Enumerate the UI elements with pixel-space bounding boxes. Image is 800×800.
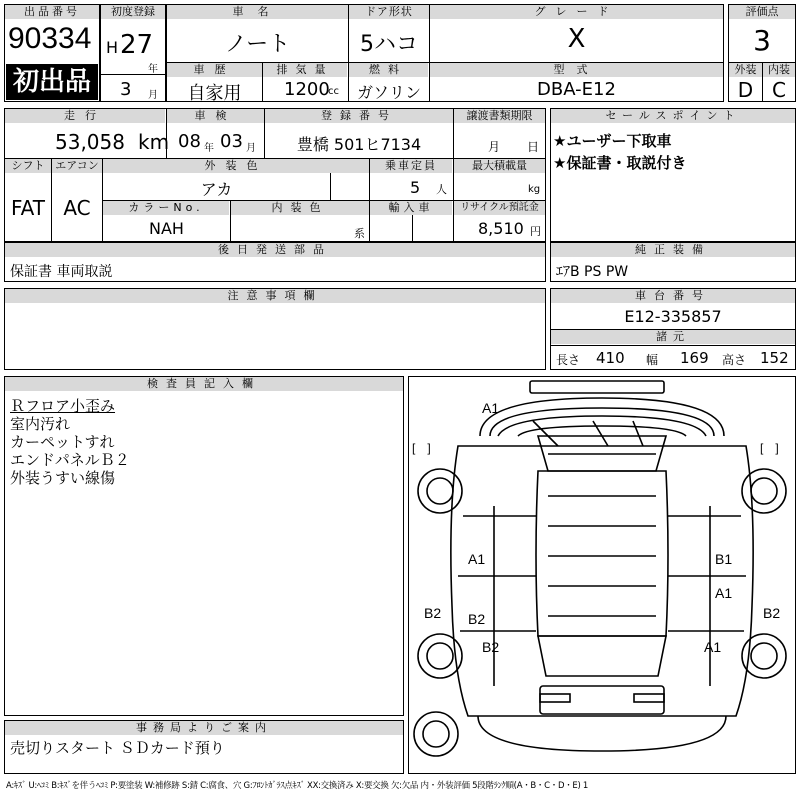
interior-score-label: 内装 xyxy=(763,63,795,77)
length-label: 長さ xyxy=(556,353,581,367)
damage-mark: A1 xyxy=(715,585,733,601)
mileage-unit: km xyxy=(138,130,170,154)
recycle-value: 8,510 xyxy=(478,219,524,238)
grade-value: X xyxy=(567,24,586,54)
aircon-label: エアコン xyxy=(52,159,102,173)
score-value: 3 xyxy=(753,24,771,57)
plate-value: 豊橋 501ヒ7134 xyxy=(296,135,422,154)
selling-points-label: セールスポイント xyxy=(551,109,795,123)
specs-label: 諸元 xyxy=(551,330,795,344)
shift-value: FAT xyxy=(10,196,45,220)
width-label: 幅 xyxy=(646,353,659,367)
chassis-label: 車台番号 xyxy=(551,289,795,303)
damage-mark: A1 xyxy=(704,639,722,655)
registration-year: 27 xyxy=(120,30,154,60)
inspection-year-unit: 年 xyxy=(204,143,214,154)
equipment-label: 純正装備 xyxy=(551,243,795,257)
inspector-line: 外装うすい線傷 xyxy=(10,469,116,487)
displacement-value: 1200 xyxy=(284,79,330,100)
color-no-value: NAH xyxy=(149,219,184,238)
mileage-value: 53,058 xyxy=(55,130,125,154)
selling-point-line: ★ユーザー下取車 xyxy=(553,132,672,150)
inspection-year: 08 xyxy=(178,131,201,152)
damage-mark: B2 xyxy=(424,605,442,621)
length-value: 410 xyxy=(596,349,625,367)
equipment-value: ｴｱB PS PW xyxy=(556,264,629,280)
damage-mark: B2 xyxy=(482,639,500,655)
notes-label: 注意事項欄 xyxy=(5,289,545,303)
bracket-left: [ ] xyxy=(412,441,431,455)
history-label: 車歴 xyxy=(167,63,262,77)
history-value: 自家用 xyxy=(187,83,242,104)
vehicle-details-box xyxy=(4,108,546,242)
door-label: ドア形状 xyxy=(349,5,429,19)
later-parts-value: 保証書 車両取説 xyxy=(10,264,113,280)
damage-mark: B2 xyxy=(763,605,781,621)
bracket-right: [ ] xyxy=(760,441,779,455)
registration-label: 初度登録 xyxy=(101,5,165,19)
plate-label: 登録番号 xyxy=(265,109,453,123)
import-label: 輸入車 xyxy=(370,201,452,215)
fuel-label: 燃料 xyxy=(348,63,428,77)
exterior-score: D xyxy=(737,78,754,102)
mileage-label: 走行 xyxy=(5,109,165,123)
transfer-label: 譲渡書類期限 xyxy=(454,109,545,123)
damage-mark: A1 xyxy=(468,551,486,567)
score-label: 評価点 xyxy=(729,5,795,19)
model-label: 型式 xyxy=(430,63,723,77)
recycle-label: リサイクル預託金 xyxy=(454,201,545,215)
transfer-day-unit: 日 xyxy=(527,140,540,154)
aircon-value: AC xyxy=(63,196,91,220)
legend: A:ｷｽﾞ U:ﾍｺﾐ B:ｷｽﾞを伴うﾍｺﾐ P:要塗装 W:補修跡 S:錆 C:腐食、穴 G:ﾌﾛﾝﾄｶﾞﾗｽ点ｷｽﾞ XX:交換済み X:要交換 欠:欠品 内・外装評価 5段階ﾗﾝｸ順(A・B・C・D・E) 1 xyxy=(6,781,589,791)
inspection-month-unit: 月 xyxy=(246,143,256,154)
interior-color-unit: 系 xyxy=(354,227,365,240)
registration-year-unit: 年 xyxy=(148,64,158,75)
max-load-unit: kg xyxy=(528,184,541,195)
grade-label: グレード xyxy=(430,5,723,19)
capacity-label: 乗車定員 xyxy=(370,159,452,173)
registration-month: 3 xyxy=(120,79,132,100)
car-name: ノート xyxy=(224,32,291,57)
max-load-label: 最大積載量 xyxy=(454,159,545,173)
office-label: 事務局よりご案内 xyxy=(5,721,403,735)
registration-era: H xyxy=(106,38,119,57)
office-value: 売切りスタート ＳＤカード預り xyxy=(10,739,225,757)
car-diagram xyxy=(408,376,796,774)
exterior-score-label: 外装 xyxy=(729,63,762,77)
registration-month-unit: 月 xyxy=(148,90,158,101)
displacement-unit: cc xyxy=(328,86,339,97)
damage-mark: B2 xyxy=(468,611,486,627)
damage-mark: B1 xyxy=(715,551,733,567)
first-listing-badge: 初出品 xyxy=(6,64,98,100)
interior-color-label: 内装色 xyxy=(231,201,369,215)
exterior-color-value: アカ xyxy=(200,180,233,199)
recycle-unit: 円 xyxy=(530,225,541,238)
displacement-label: 排気量 xyxy=(263,63,347,77)
height-label: 高さ xyxy=(722,353,747,367)
selling-point-line: ★保証書・取説付き xyxy=(553,154,687,172)
inspector-line: Ｒフロア小歪み xyxy=(10,397,116,415)
lot-label: 出品番号 xyxy=(5,5,99,19)
height-value: 152 xyxy=(760,349,789,367)
inspector-line: カーペットすれ xyxy=(10,433,115,451)
fuel-value: ガソリン xyxy=(356,83,421,102)
interior-score: C xyxy=(772,78,786,102)
later-parts-label: 後日発送部品 xyxy=(5,243,545,257)
model-value: DBA-E12 xyxy=(537,79,616,100)
capacity-value: 5 xyxy=(410,178,421,197)
shift-label: シフト xyxy=(5,159,51,173)
width-value: 169 xyxy=(680,349,709,367)
inspector-line: エンドパネルＢ２ xyxy=(10,451,130,469)
selling-points-box xyxy=(550,108,796,242)
door-type: 5ハコ xyxy=(360,32,418,57)
inspector-label: 検査員記入欄 xyxy=(5,377,403,391)
inspection-label: 車検 xyxy=(167,109,264,123)
inspection-month: 03 xyxy=(220,131,243,152)
lot-number: 90334 xyxy=(8,22,92,55)
chassis-value: E12-335857 xyxy=(624,307,722,326)
damage-mark: A1 xyxy=(482,400,500,416)
capacity-unit: 人 xyxy=(436,183,447,196)
transfer-month-unit: 月 xyxy=(488,140,501,154)
exterior-color-label: 外装色 xyxy=(103,159,369,173)
car-name-label: 車名 xyxy=(167,5,348,19)
color-no-label: カラーNo. xyxy=(103,201,229,215)
inspector-line: 室内汚れ xyxy=(10,415,71,433)
